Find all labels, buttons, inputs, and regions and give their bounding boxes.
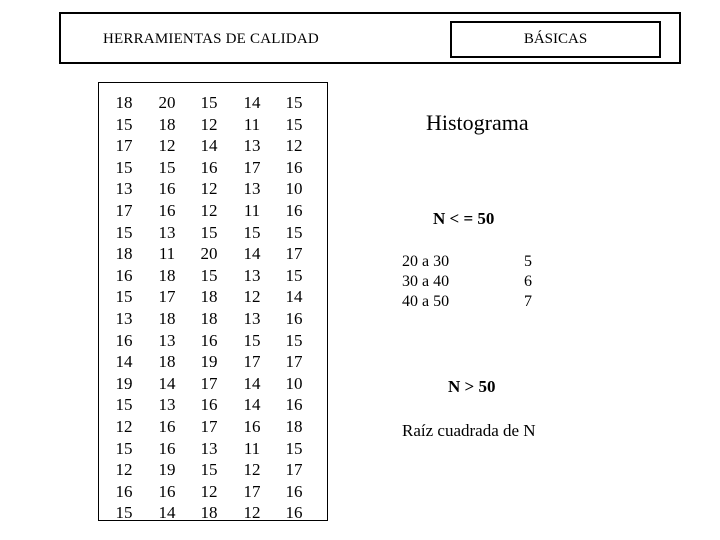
data-cell: 14 — [285, 287, 303, 307]
data-cell: 18 — [158, 114, 176, 134]
data-cell: 18 — [158, 352, 176, 372]
data-column — [274, 92, 314, 524]
data-column — [147, 92, 187, 524]
data-cell: 12 — [200, 481, 218, 501]
data-cell: 19 — [115, 373, 133, 393]
data-cell: 12 — [200, 200, 218, 220]
data-cell: 15 — [115, 222, 133, 242]
data-cell: 18 — [285, 416, 303, 436]
data-cell: 13 — [115, 308, 133, 328]
data-cell: 15 — [285, 93, 303, 112]
data-cell: 14 — [158, 503, 176, 523]
data-cell: 15 — [115, 438, 133, 458]
rule-small-sample: N < = 50 — [433, 209, 495, 228]
data-cell: 15 — [285, 265, 303, 285]
data-cell: 17 — [243, 157, 261, 177]
data-cell: 14 — [158, 373, 176, 393]
category-badge: BÁSICAS — [450, 21, 661, 58]
data-cell: 14 — [115, 352, 133, 372]
data-cell: 18 — [200, 308, 218, 328]
data-cell: 14 — [243, 373, 261, 393]
class-count-item: 6 — [524, 273, 532, 290]
data-cell: 17 — [243, 352, 261, 372]
data-cell: 10 — [285, 373, 303, 393]
data-cell: 17 — [200, 373, 218, 393]
data-cell: 17 — [285, 244, 303, 264]
data-cell: 15 — [115, 114, 133, 134]
data-cell: 17 — [115, 200, 133, 220]
data-cell: 17 — [200, 416, 218, 436]
ranges-list — [402, 252, 449, 312]
data-cell: 18 — [158, 265, 176, 285]
data-cell: 18 — [115, 244, 133, 264]
data-cell: 15 — [285, 222, 303, 242]
data-cell: 16 — [158, 438, 176, 458]
data-cell: 12 — [200, 179, 218, 199]
range-item: 40 a 50 — [402, 293, 450, 310]
data-cell: 10 — [285, 179, 303, 199]
data-table — [98, 82, 328, 521]
data-cell: 16 — [285, 308, 303, 328]
data-cell: 13 — [243, 265, 261, 285]
data-cell: 17 — [285, 352, 303, 372]
data-column — [232, 92, 272, 524]
data-cell: 16 — [158, 481, 176, 501]
data-cell: 16 — [243, 416, 261, 436]
data-cell: 13 — [200, 438, 218, 458]
data-cell: 16 — [158, 200, 176, 220]
data-cell: 15 — [285, 114, 303, 134]
data-cell: 16 — [200, 157, 218, 177]
data-cell: 17 — [158, 287, 176, 307]
data-cell: 16 — [285, 395, 303, 415]
data-cell: 12 — [285, 136, 303, 156]
data-cell: 12 — [243, 503, 261, 523]
data-cell: 15 — [158, 157, 176, 177]
data-cell: 18 — [200, 503, 218, 523]
data-cell: 13 — [243, 136, 261, 156]
data-cell: 15 — [115, 287, 133, 307]
header-title: HERRAMIENTAS DE CALIDAD — [103, 31, 319, 47]
data-cell: 12 — [200, 114, 218, 134]
data-cell: 11 — [243, 200, 261, 220]
data-cell: 15 — [115, 157, 133, 177]
data-cell: 19 — [200, 352, 218, 372]
data-cell: 11 — [243, 114, 261, 134]
data-cell: 13 — [158, 222, 176, 242]
data-cell: 15 — [243, 330, 261, 350]
data-cell: 12 — [243, 287, 261, 307]
data-cell: 15 — [115, 395, 133, 415]
range-item: 30 a 40 — [402, 273, 450, 290]
data-cell: 11 — [158, 244, 176, 264]
data-cell: 17 — [243, 481, 261, 501]
data-cell: 12 — [243, 460, 261, 480]
data-cell: 12 — [158, 136, 176, 156]
data-cell: 16 — [285, 157, 303, 177]
data-cell: 13 — [115, 179, 133, 199]
data-cell: 16 — [285, 503, 303, 523]
data-cell: 18 — [200, 287, 218, 307]
data-cell: 13 — [158, 395, 176, 415]
data-cell: 14 — [243, 244, 261, 264]
data-cell: 17 — [285, 460, 303, 480]
data-cell: 12 — [115, 460, 133, 480]
data-cell: 15 — [200, 265, 218, 285]
class-count-item: 7 — [524, 293, 532, 310]
data-cell: 12 — [115, 416, 133, 436]
data-cell: 14 — [200, 136, 218, 156]
data-cell: 14 — [243, 395, 261, 415]
data-cell: 18 — [115, 93, 133, 112]
data-cell: 14 — [243, 93, 261, 112]
data-cell: 17 — [115, 136, 133, 156]
data-cell: 15 — [200, 222, 218, 242]
data-cell: 13 — [243, 308, 261, 328]
data-cell: 11 — [243, 438, 261, 458]
data-cell: 16 — [158, 416, 176, 436]
data-cell: 20 — [158, 93, 176, 112]
data-cell: 13 — [158, 330, 176, 350]
section-title: Histograma — [426, 110, 529, 135]
data-column — [189, 92, 229, 524]
data-cell: 16 — [285, 481, 303, 501]
data-cell: 16 — [115, 481, 133, 501]
data-cell: 19 — [158, 460, 176, 480]
data-cell: 16 — [200, 395, 218, 415]
range-item: 20 a 30 — [402, 253, 450, 270]
data-cell: 16 — [115, 265, 133, 285]
data-cell: 13 — [243, 179, 261, 199]
data-cell: 15 — [243, 222, 261, 242]
data-column — [104, 92, 144, 524]
data-cell: 20 — [200, 244, 218, 264]
data-cell: 16 — [158, 179, 176, 199]
data-cell: 16 — [285, 200, 303, 220]
class-count-item: 5 — [524, 253, 532, 270]
data-cell: 15 — [285, 438, 303, 458]
data-cell: 15 — [200, 460, 218, 480]
data-cell: 15 — [200, 93, 218, 112]
data-cell: 15 — [115, 503, 133, 523]
data-cell: 16 — [200, 330, 218, 350]
data-cell: 18 — [158, 308, 176, 328]
data-cell: 16 — [115, 330, 133, 350]
rule-large-sample: N > 50 — [448, 377, 496, 396]
formula-text: Raíz cuadrada de N — [402, 421, 536, 440]
classes-list — [518, 252, 538, 312]
data-cell: 15 — [285, 330, 303, 350]
